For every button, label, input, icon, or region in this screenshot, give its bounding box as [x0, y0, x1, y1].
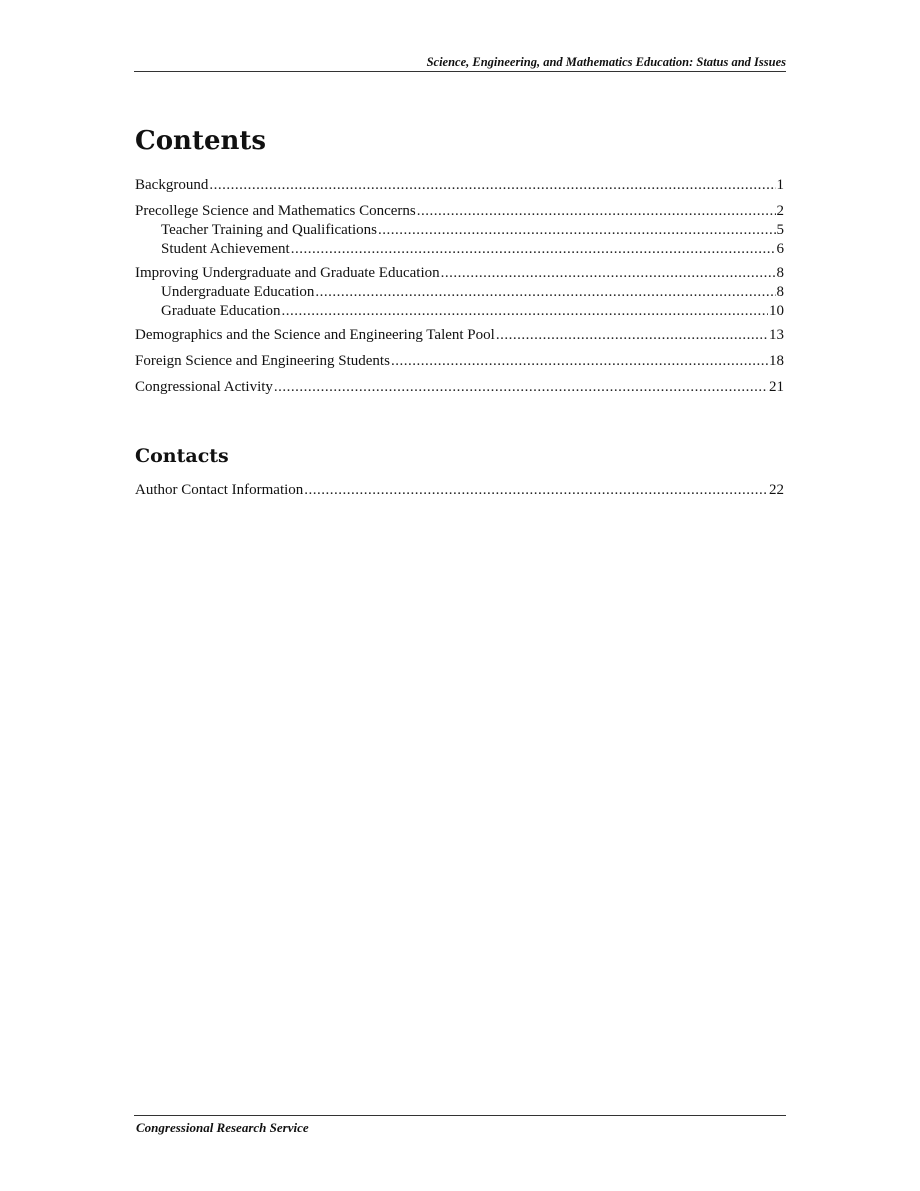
toc-entry-page: 6 — [776, 241, 784, 257]
toc-entry-congressional-activity[interactable] — [135, 377, 784, 397]
table-of-contents — [135, 175, 784, 397]
toc-entry-precollege[interactable] — [135, 201, 784, 221]
footer-publisher: Congressional Research Service — [136, 1120, 309, 1135]
toc-entry-label: Precollege Science and Mathematics Concerns — [135, 203, 416, 219]
toc-entry-label: Foreign Science and Engineering Students — [135, 353, 390, 369]
contacts-list — [135, 480, 784, 500]
toc-entry-undergraduate[interactable] — [135, 283, 784, 302]
toc-entry-label: Improving Undergraduate and Graduate Education — [135, 265, 440, 281]
toc-entry-page: 13 — [769, 327, 784, 343]
toc-entry-label: Demographics and the Science and Engineering Talent Pool — [135, 327, 495, 343]
dot-leader — [291, 240, 776, 259]
toc-entry-foreign-students[interactable] — [135, 351, 784, 371]
toc-entry-demographics[interactable] — [135, 325, 784, 345]
toc-entry-student-achievement[interactable] — [135, 240, 784, 259]
toc-entry-author-contact[interactable] — [135, 480, 784, 500]
toc-entry-page: 5 — [776, 222, 784, 238]
running-header — [134, 52, 786, 72]
dot-leader — [304, 480, 768, 500]
dot-leader — [417, 201, 776, 221]
contents-title: Contents — [135, 126, 267, 156]
toc-entry-page: 10 — [769, 303, 784, 319]
toc-entry-page: 18 — [769, 353, 784, 369]
toc-entry-improving-education[interactable] — [135, 263, 784, 283]
dot-leader — [391, 351, 768, 371]
toc-entry-label: Graduate Education — [161, 303, 281, 319]
dot-leader — [315, 283, 775, 302]
dot-leader — [209, 175, 775, 195]
toc-entry-teacher-training[interactable] — [135, 221, 784, 240]
dot-leader — [274, 377, 768, 397]
toc-entry-page: 2 — [776, 203, 784, 219]
toc-entry-page: 1 — [776, 177, 784, 193]
toc-entry-graduate[interactable] — [135, 302, 784, 321]
toc-entry-label: Background — [135, 177, 209, 193]
toc-entry-page: 21 — [769, 379, 784, 395]
toc-entry-page: 8 — [776, 284, 784, 300]
dot-leader — [496, 325, 768, 345]
toc-entry-label: Teacher Training and Qualifications — [161, 222, 377, 238]
toc-entry-label: Congressional Activity — [135, 379, 273, 395]
contacts-title: Contacts — [135, 445, 229, 467]
dot-leader — [441, 263, 776, 283]
toc-entry-label: Author Contact Information — [135, 482, 304, 498]
toc-entry-page: 8 — [776, 265, 784, 281]
dot-leader — [282, 302, 768, 321]
toc-entry-label: Undergraduate Education — [161, 284, 315, 300]
toc-entry-page: 22 — [769, 482, 784, 498]
toc-entry-label: Student Achievement — [161, 241, 290, 257]
dot-leader — [378, 221, 776, 240]
footer-divider — [134, 1115, 786, 1116]
running-header-title: Science, Engineering, and Mathematics Education: Status and Issues — [426, 55, 786, 69]
toc-entry-background[interactable] — [135, 175, 784, 195]
